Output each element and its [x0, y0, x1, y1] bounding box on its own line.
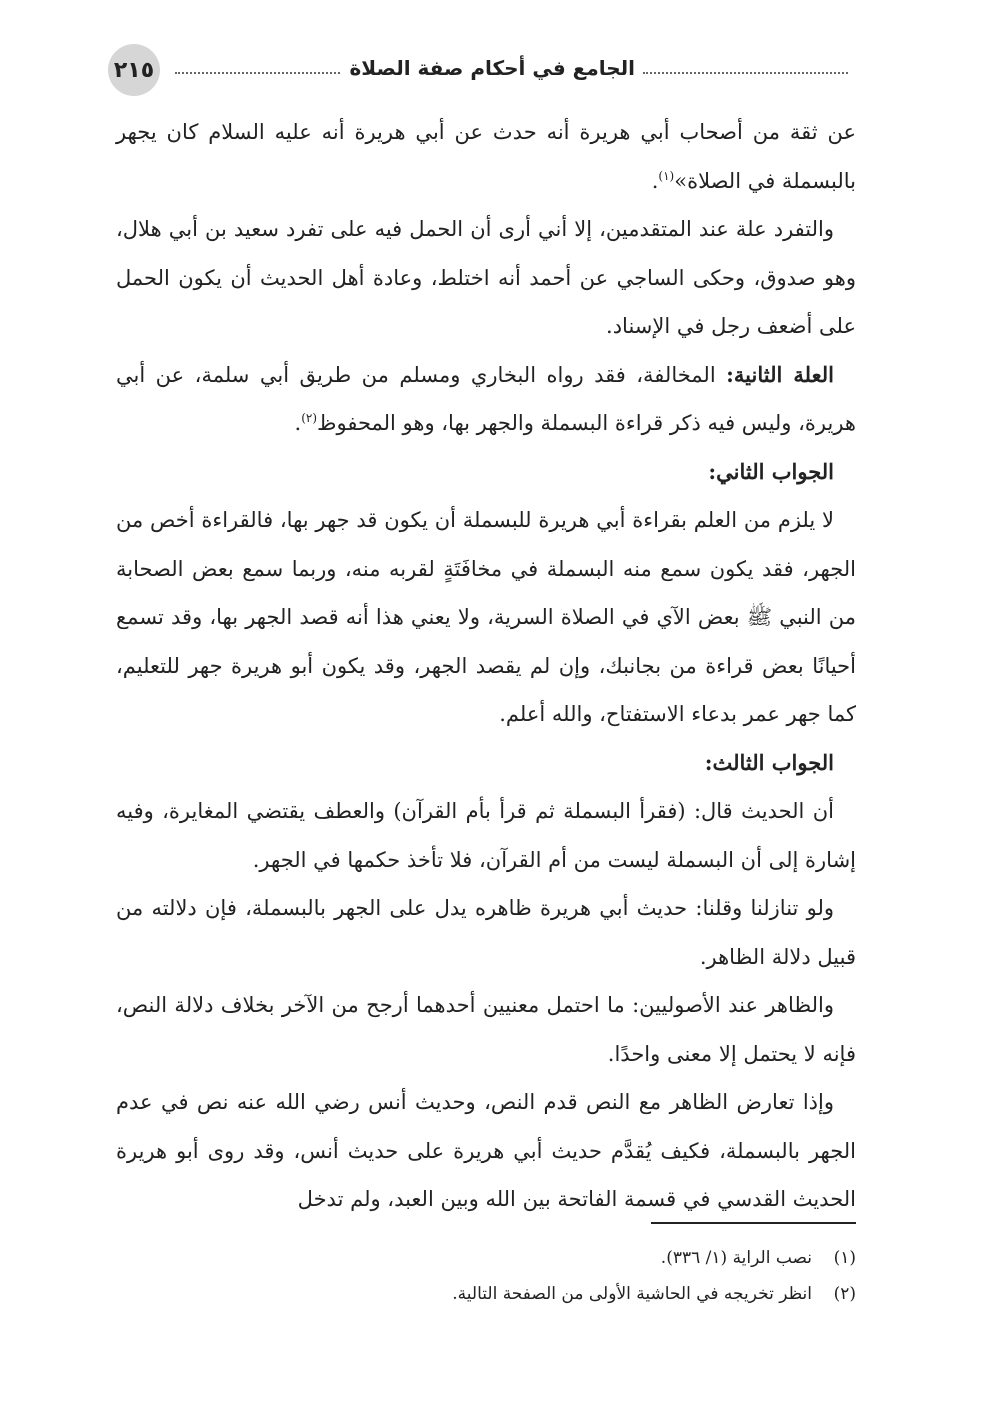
paragraph-3 — [116, 351, 856, 448]
paragraph-5: أن الحديث قال: (فقرأ البسملة ثم قرأ بأم القرآن) والعطف يقتضي المغايرة، وفيه إشارة إلى أن البسملة ليست من أم القرآن، فلا تأخذ حكمها في الجهر. — [116, 799, 856, 872]
header-dots-right — [643, 72, 848, 74]
footnote-1 — [452, 1240, 856, 1276]
footnote-ref-2[interactable]: (٢) — [301, 411, 318, 425]
footnotes — [452, 1240, 856, 1312]
paragraph-1-text: عن ثقة من أصحاب أبي هريرة أنه حدث عن أبي هريرة أنه عليه السلام كان يجهر بالبسملة في الصلاة» — [116, 120, 856, 193]
footnote-2-text: انظر تخريجه في الحاشية الأولى من الصفحة التالية. — [452, 1284, 812, 1304]
footnote-2-number: (٢) — [833, 1284, 856, 1304]
paragraph-3-text: المخالفة، فقد رواه البخاري ومسلم من طريق أبي سلمة، عن أبي هريرة، وليس فيه ذكر قراءة البسملة والجهر بها، وهو المحفوظ — [116, 362, 856, 435]
paragraph-8: وإذا تعارض الظاهر مع النص قدم النص، وحديث أنس رضي الله عنه نص في عدم الجهر بالبسملة، فكيف يُقدَّم حديث أبي هريرة على حديث أنس، وقد روى أبو هريرة الحديث القدسي في قسمة الفاتحة بين الله وبين العبد، ولم تدخل — [116, 1090, 856, 1211]
paragraph-6: ولو تنازلنا وقلنا: حديث أبي هريرة ظاهره يدل على الجهر بالبسملة، فإن دلالته من قبيل دلالة الظاهر. — [116, 896, 856, 969]
page-header — [108, 44, 848, 96]
paragraph-1-end: . — [651, 168, 659, 193]
page-number: ٢١٥ — [108, 44, 160, 96]
paragraph-3-end: . — [294, 411, 302, 435]
paragraph-7: والظاهر عند الأصوليين: ما احتمل معنيين أحدهما أرجح من الآخر بخلاف دلالة النص، فإنه لا يحتمل إلا معنى واحدًا. — [116, 993, 856, 1066]
paragraph-1 — [116, 108, 856, 205]
running-title: الجامع في أحكام صفة الصلاة — [349, 56, 635, 80]
footnote-1-text: نصب الراية (١/ ٣٣٦). — [660, 1248, 812, 1268]
running-head — [175, 56, 849, 80]
footnote-separator — [651, 1222, 856, 1224]
footnote-2 — [452, 1276, 856, 1312]
paragraph-2: والتفرد علة عند المتقدمين، إلا أني أرى أن الحمل فيه على تفرد سعيد بن أبي هلال، وهو صدوق، وحكى الساجي عن أحمد أنه اختلط، وعادة أهل الحديث أن يكون الحمل على أضعف رجل في الإسناد. — [116, 217, 856, 338]
heading-third-answer: الجواب الثالث: — [704, 749, 834, 775]
header-dots-left — [175, 72, 340, 74]
footnote-ref-1[interactable]: (١) — [658, 168, 675, 183]
paragraph-4: لا يلزم من العلم بقراءة أبي هريرة للبسملة أن يكون قد جهر بها، فالقراءة أخص من الجهر، فقد يكون سمع منه البسملة في مخافَتَةٍ لقربه منه، وربما سمع بعض الصحابة من النبي ﷺ بعض الآي في الصلاة السرية، ولا يعني هذا أنه قصد الجهر بها، وقد تسمع أحيانًا بعض قراءة من بجانبك، وإن لم يقصد الجهر، وقد يكون أبو هريرة جهر للتعليم، كما جهر عمر بدعاء الاستفتاح، والله أعلم. — [116, 508, 856, 726]
second-defect-label: العلة الثانية: — [726, 361, 834, 387]
main-text — [116, 108, 856, 1224]
heading-second-answer: الجواب الثاني: — [708, 458, 834, 484]
footnote-1-number: (١) — [833, 1248, 856, 1268]
